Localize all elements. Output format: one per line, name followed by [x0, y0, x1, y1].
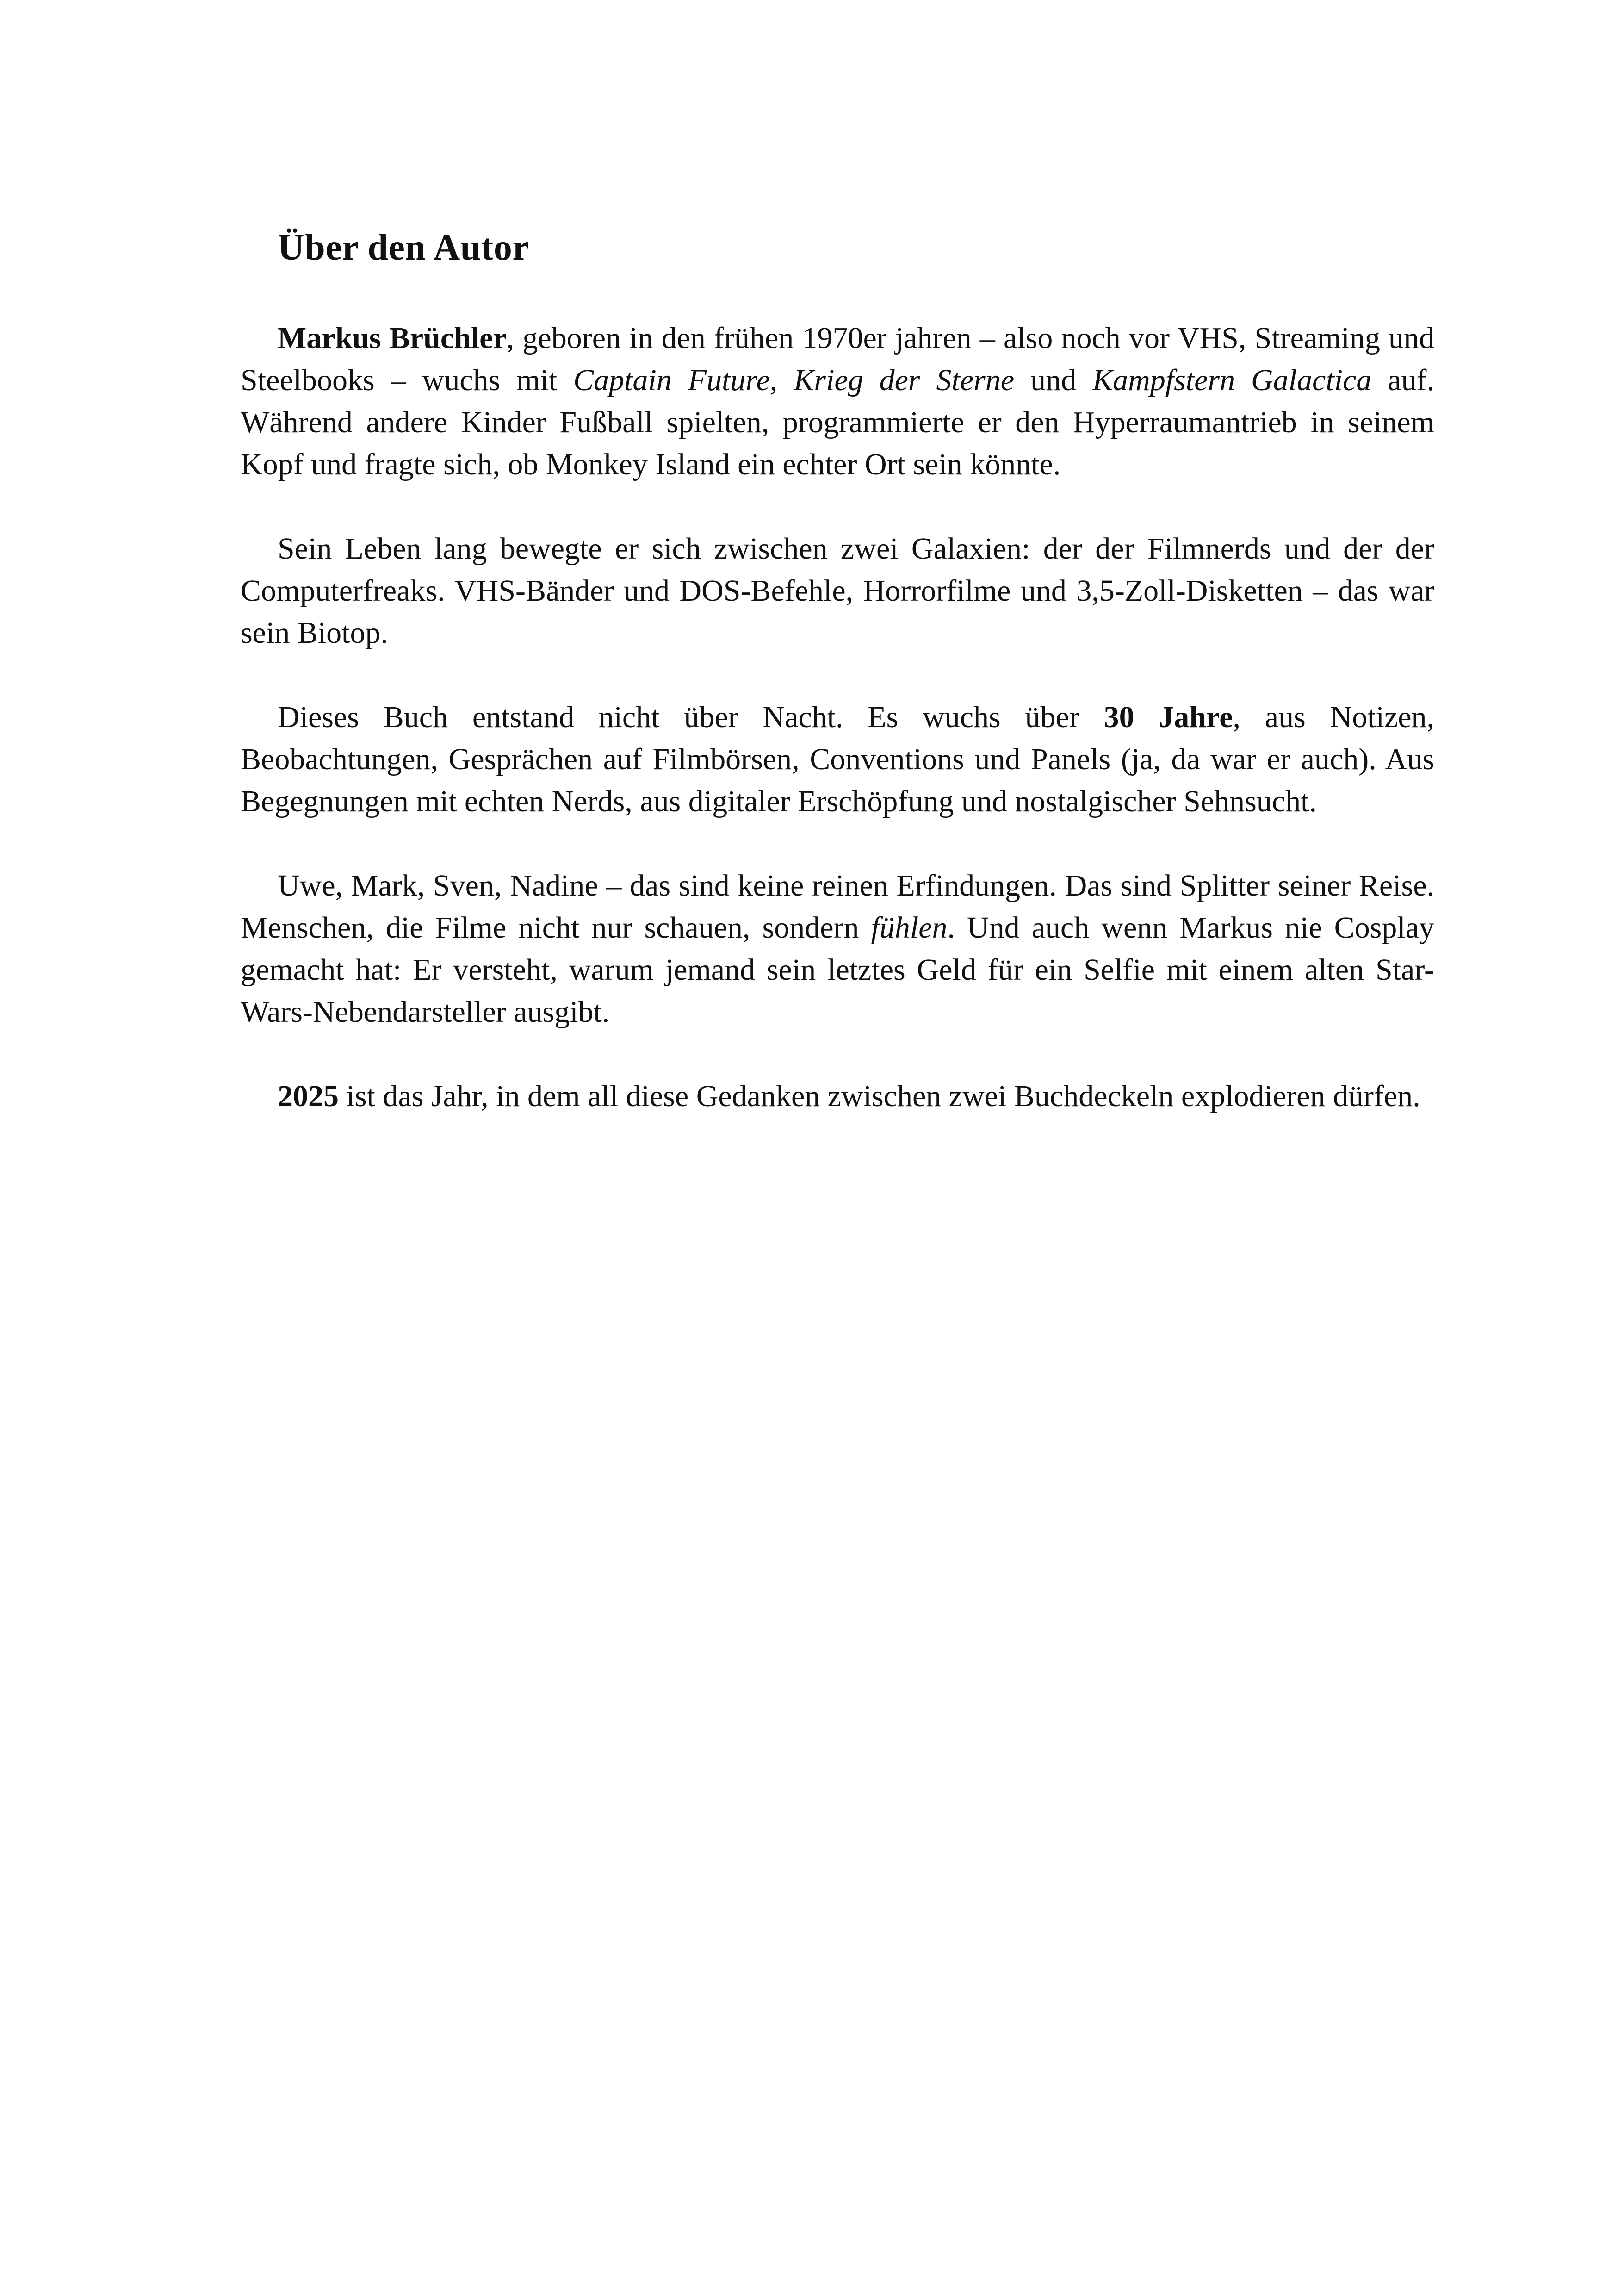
paragraph-3	[241, 696, 1434, 822]
year-highlight: 2025	[278, 1079, 339, 1113]
title-krieg-der-sterne: Krieg der Sterne	[794, 363, 1015, 397]
spacer	[241, 1033, 1434, 1075]
emphasis-fuehlen: fühlen	[871, 911, 948, 945]
about-author-section	[241, 222, 1434, 1117]
paragraph-1-text-d: auf. Während andere Kinder Fußball spielten, programmierte er den Hyperraumantrieb in seinem Kopf und fragte sich, ob Monkey Island ein echter Ort sein könnte.	[241, 363, 1435, 481]
paragraph-3-text-a: Dieses Buch entstand nicht über Nacht. Es wuchs über	[278, 700, 1104, 734]
paragraph-4-text-a: Uwe, Mark, Sven, Nadine – das sind keine reinen Erfindungen. Das sind Splitter seiner Reise. Menschen, die Filme nicht nur schauen, sondern	[241, 869, 1434, 945]
paragraph-2: Sein Leben lang bewegte er sich zwischen zwei Galaxien: der der Filmnerds und der der Computerfreaks. VHS-Bänder und DOS-Befehle, Horrorfilme und 3,5-Zoll-Disketten – das war sein Biotop.	[241, 532, 1434, 650]
paragraph-5	[241, 1075, 1434, 1117]
years-highlight: 30 Jahre	[1103, 700, 1233, 734]
paragraph-5-text: ist das Jahr, in dem all diese Gedanken zwischen zwei Buchdeckeln explodieren dürfen.	[339, 1079, 1420, 1113]
paragraph-1-text-c: und	[1014, 363, 1093, 397]
paragraph-1-text-a: , geboren in den frühen 1970er jahren – also noch vor VHS, Streaming und Steelbooks – wuchs mit	[241, 321, 1434, 397]
spacer	[241, 654, 1434, 696]
spacer	[241, 822, 1434, 865]
author-name: Markus Brüchler	[278, 321, 507, 355]
title-captain-future: Captain Future	[573, 363, 770, 397]
paragraph-1-text-b: ,	[769, 363, 794, 397]
paragraph-1	[241, 317, 1434, 485]
paragraph-3-text-b: , aus Notizen, Beobachtungen, Gesprächen auf Filmbörsen, Conventions und Panels (ja, da war er auch). Aus Begegnungen mit echten Nerds, aus digitaler Erschöpfung und nostalgischer Sehnsucht.	[241, 700, 1435, 818]
paragraph-4-text-b: . Und auch wenn Markus nie Cosplay gemacht hat: Er versteht, warum jemand sein letztes Geld für ein Selfie mit einem alten Star-Wars-Nebendarsteller ausgibt.	[241, 911, 1434, 1029]
spacer	[241, 273, 1434, 317]
section-heading: Über den Autor	[278, 227, 529, 268]
paragraph-4	[241, 865, 1434, 1033]
spacer	[241, 485, 1434, 528]
title-kampfstern-galactica: Kampfstern Galactica	[1092, 363, 1372, 397]
